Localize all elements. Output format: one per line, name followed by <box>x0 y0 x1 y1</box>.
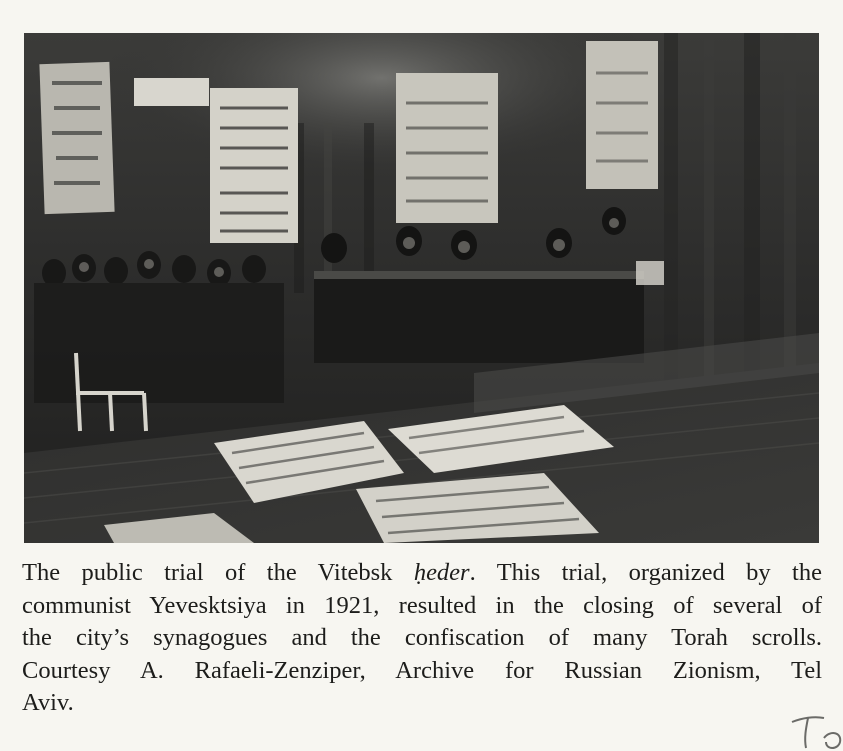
poster-left <box>39 62 114 214</box>
caption-heder-italic: ḥeder <box>413 559 470 586</box>
caption-line-1-start: The public trial of the Vitebsk <box>22 559 414 586</box>
caption-line-2: communist Yevesktsiya in 1921, resulted in the closing of several of <box>22 591 822 619</box>
poster-center-left <box>210 88 298 243</box>
poster-center <box>396 73 498 223</box>
caption-line-1-end: . This trial, organized by the <box>469 559 822 586</box>
trial-photograph <box>24 33 819 543</box>
photo-caption <box>22 557 822 720</box>
tribunal-table <box>314 271 644 363</box>
banner-small <box>134 78 209 106</box>
caption-line-1 <box>22 557 822 590</box>
handwritten-mark <box>790 700 843 751</box>
caption-line-3: the city’s synagogues and the confiscation of many Torah scrolls. <box>22 624 822 652</box>
poster-right <box>586 41 658 189</box>
photograph-image <box>24 33 819 543</box>
caption-line-5: Aviv. <box>22 689 74 717</box>
caption-line-4: Courtesy A. Rafaeli-Zenziper, Archive for Russian Zionism, Tel <box>22 656 822 684</box>
